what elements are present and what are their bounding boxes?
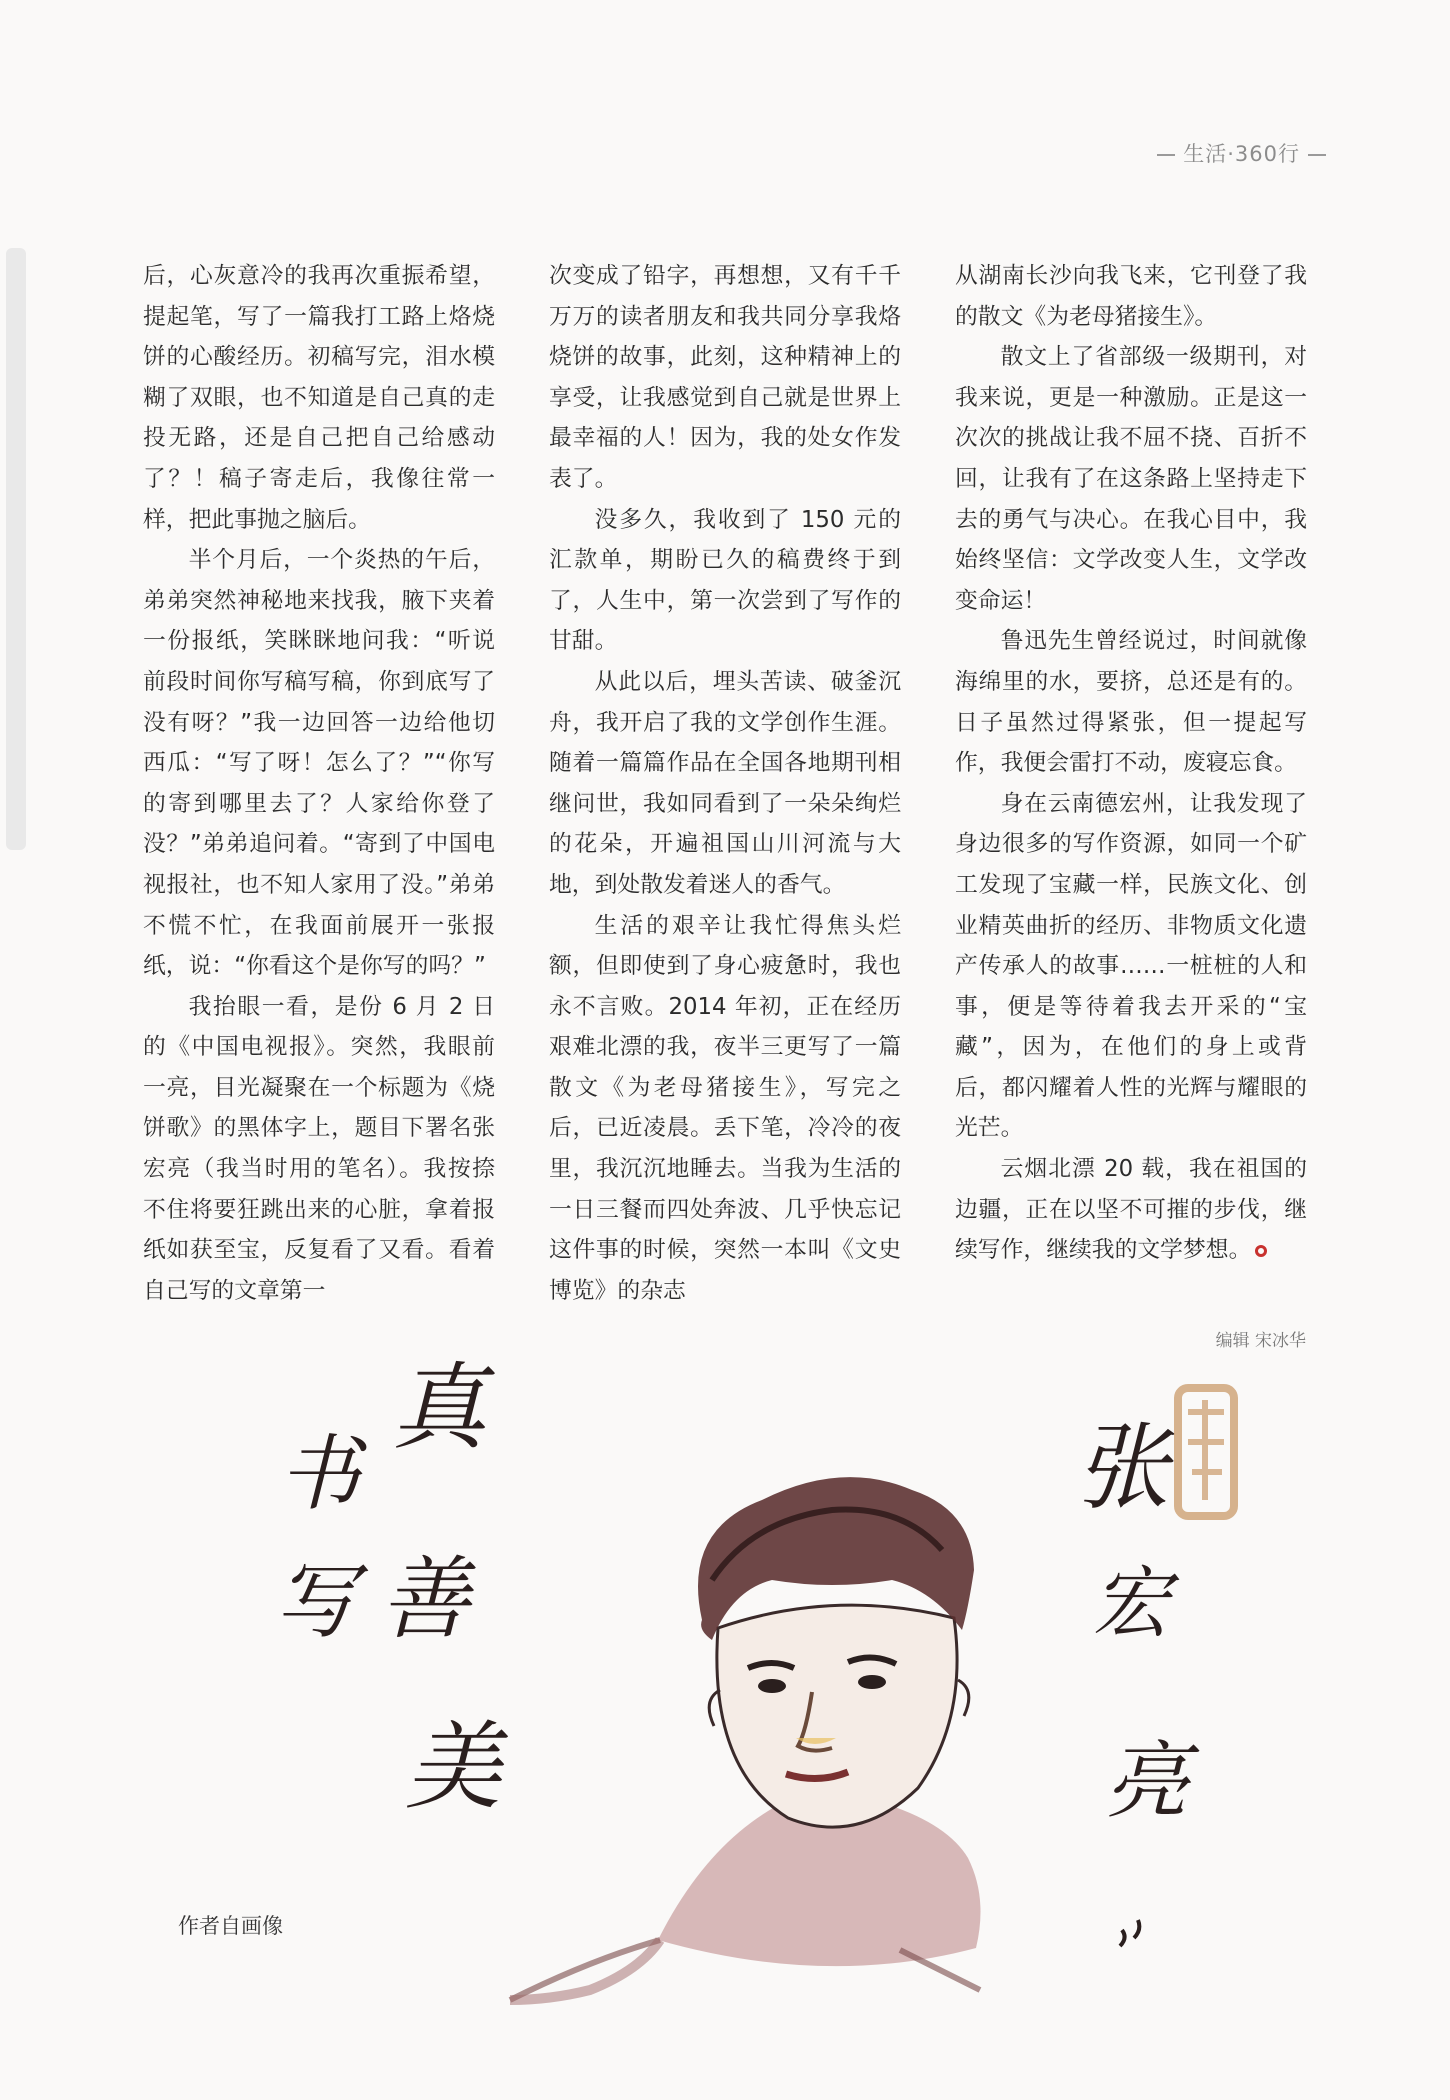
paragraph: 散文上了省部级一级期刊，对我来说，更是一种激励。正是这一次次的挑战让我不屈不挠、百折不回，让我有了在这条路上坚持走下去的勇气与决心。在我心目中，我始终坚信：文学改变人生，文学改变命运！: [955, 344, 1307, 614]
calligraphy-char: 写: [275, 1555, 357, 1650]
calligraphy-char: 真: [392, 1360, 487, 1463]
paragraph: 生活的艰辛让我忙得焦头烂额，但即使到了身心疲惫时，我也永不言败。2014 年初，正在经历艰难北漂的我，夜半三更写了一篇散文《为老母猪接生》，写完之后，已近凌晨。丢下笔，冷冷的夜里，我沉沉地睡去。当我为生活的一日三餐而四处奔波、几乎快忘记这件事的时候，突然一本叫《文史博览》的杂志: [549, 912, 901, 1304]
article-column-3: [955, 256, 1307, 1271]
calligraphy-char: 美: [405, 1711, 501, 1823]
signature-char: 张: [1075, 1414, 1170, 1523]
signature-char: 宏: [1092, 1559, 1171, 1649]
image-caption: 作者自画像: [178, 1914, 283, 1938]
paragraph: 次变成了铅字，再想想，又有千千万万的读者朋友和我共同分享我烙烧饼的故事，此刻，这种精神上的享受，让我感觉到自己就是世界上最幸福的人！因为，我的处女作发表了。: [549, 263, 901, 492]
paragraph: 半个月后，一个炎热的午后，弟弟突然神秘地来找我，腋下夹着一份报纸，笑眯眯地问我：“听说前段时间你写稿写稿，你到底写了没有呀？”我一边回答一边给他切西瓜：“写了呀！怎么了？”“你写的寄到哪里去了？人家给你登了没？”弟弟追问着。“寄到了中国电视报社，也不知人家用了没。”弟弟不慌不忙，在我面前展开一张报纸，说：“你看这个是你写的吗？”: [143, 547, 495, 980]
paragraph: 后，心灰意冷的我再次重振希望，提起笔，写了一篇我打工路上烙烧饼的心酸经历。初稿写完，泪水模糊了双眼，也不知道是自己真的走投无路，还是自己把自己给感动了？！稿子寄走后，我像往常一样，把此事抛之脑后。: [143, 263, 495, 533]
signature-flourish: [1120, 1920, 1139, 1946]
article-column-2: [549, 256, 901, 1311]
end-mark-icon: [1255, 1245, 1267, 1257]
paragraph: 从湖南长沙向我飞来，它刊登了我的散文《为老母猪接生》。: [955, 263, 1307, 330]
editor-credit: 编辑 宋冰华: [1215, 1331, 1306, 1351]
header-dash-left: [1157, 154, 1175, 156]
calligraphy-char: 善: [380, 1547, 470, 1652]
header-dash-right: [1308, 154, 1326, 156]
seal-stamp: [1178, 1388, 1234, 1516]
self-portrait: [510, 1477, 981, 2000]
paragraph: 身在云南德宏州，让我发现了身边很多的写作资源，如同一个矿工发现了宝藏一样，民族文化、创业精英曲折的经历、非物质文化遗产传承人的故事……一桩桩的人和事，便是等待着我去开采的“宝藏”，因为，在他们的身上或背后，都闪耀着人性的光辉与耀眼的光芒。: [955, 790, 1307, 1142]
paragraph: 我抬眼一看，是份 6 月 2 日的《中国电视报》。突然，我眼前一亮，目光凝聚在一个标题为《烧饼歌》的黑体字上，题目下署名张宏亮（我当时用的笔名）。我按捺不住将要狂跳出来的心脏，拿着报纸如获至宝，反复看了又看。看着自己写的文章第一: [143, 993, 495, 1304]
paragraph: 从此以后，埋头苦读、破釜沉舟，我开启了我的文学创作生涯。随着一篇篇作品在全国各地期刊相继问世，我如同看到了一朵朵绚烂的花朵，开遍祖国山川河流与大地，到处散发着迷人的香气。: [549, 668, 901, 898]
paragraph: 鲁迅先生曾经说过，时间就像海绵里的水，要挤，总还是有的。日子虽然过得紧张，但一提起写作，我便会雷打不动，废寝忘食。: [955, 628, 1307, 777]
signature-char: 亮: [1105, 1732, 1190, 1830]
article-column-1: [143, 256, 495, 1311]
page-edge-tab: [6, 248, 26, 850]
section-title: 生活·360行: [1183, 142, 1300, 166]
paragraph-text: 云烟北漂 20 载，我在祖国的边疆，正在以坚不可摧的步伐，继续写作，继续我的文学梦想。: [955, 1156, 1307, 1264]
section-header: [1149, 138, 1334, 168]
final-paragraph: [955, 1149, 1307, 1271]
calligraphy-char: 书: [278, 1427, 360, 1522]
paragraph: 没多久，我收到了 150 元的汇款单，期盼已久的稿费终于到了，人生中，第一次尝到了写作的甘甜。: [549, 506, 901, 655]
